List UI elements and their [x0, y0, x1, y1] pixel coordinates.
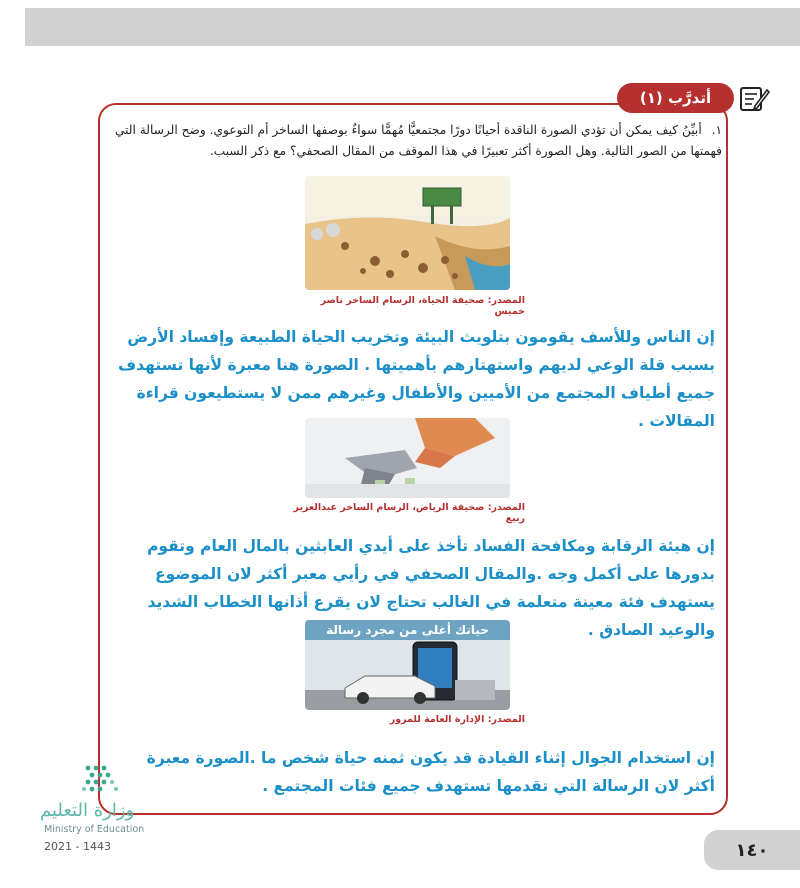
top-header-bar [25, 8, 800, 46]
edition-year: 2021 - 1443 [44, 840, 111, 853]
question-text [112, 120, 722, 162]
image-caption: المصدر: صحيفة الرياض، الرسام الساخر عبدالعزيز ربيع [293, 502, 525, 524]
ad-banner-text: حياتك أغلى من مجرد رسالة [326, 623, 489, 637]
ministry-dots-icon [40, 760, 150, 800]
traffic-ad-image [305, 620, 510, 710]
image-caption: المصدر: الإدارة العامة للمرور [389, 714, 525, 725]
cartoon-image-corruption [305, 418, 510, 498]
answer-text-3: إن استخدام الجوال إثناء القيادة قد يكون ثمنه حياة شخص ما .الصورة معبرة أكثر لان الرسالة التي تقدمها تستهدف جميع فئات المجتمع . [146, 749, 715, 795]
cartoon-image-pollution [305, 176, 510, 290]
question-number: ١. [711, 123, 722, 137]
answer-text-2: إن هيئة الرقابة ومكافحة الفساد تأخذ على أيدي العابثين بالمال العام وتقوم بدورها على أكمل وجه .والمقال الصحفي في رأيي معبر أكثر لان الموضوع يستهدف فئة معينة متعلمة في الغالب تحتاج لان يقرع أذانها الخطاب الشديد والوعيد الصادق . [147, 537, 715, 639]
question-body: أبيِّنُ كيف يمكن أن تؤدي الصورة الناقدة أحيانًا دورًا مجتمعيًّا مُهمًّا سواءٌ بوصفها الساخر أم التوعوي. وضح الرسالة التي فهمتها من الصور التالية. وهل الصورة أكثر تعبيرًا في هذا الموقف من المقال الصحفي؟ مع ذكر السبب. [114, 123, 722, 158]
page-number [704, 830, 800, 870]
page-number-label: ١٤٠ [735, 839, 769, 861]
ministry-logo [40, 760, 150, 860]
answer-text-1: إن الناس وللأسف يقومون بتلويث البيئة وتخريب الحياة الطبيعة وإفساد الأرض بسبب قلة الوعي لديهم واستهتارهم بأهميتها . الصورة هنا معبرة لأنها تستهدف جميع أطياف المجتمع من الأميين والأطفال وغيرهم ممن لا يستطيعون قراءة المقالات . [118, 328, 715, 430]
pencil-notepad-icon [738, 84, 770, 112]
exercise-badge-label: أتدرَّب (١) [639, 89, 712, 107]
ministry-name-en: Ministry of Education [44, 824, 145, 835]
ministry-name-ar: وزارة التعليم [40, 800, 135, 821]
image-caption: المصدر: صحيفة الحياة، الرسام الساخر ناصر خميس [320, 295, 525, 317]
exercise-badge [617, 83, 734, 113]
